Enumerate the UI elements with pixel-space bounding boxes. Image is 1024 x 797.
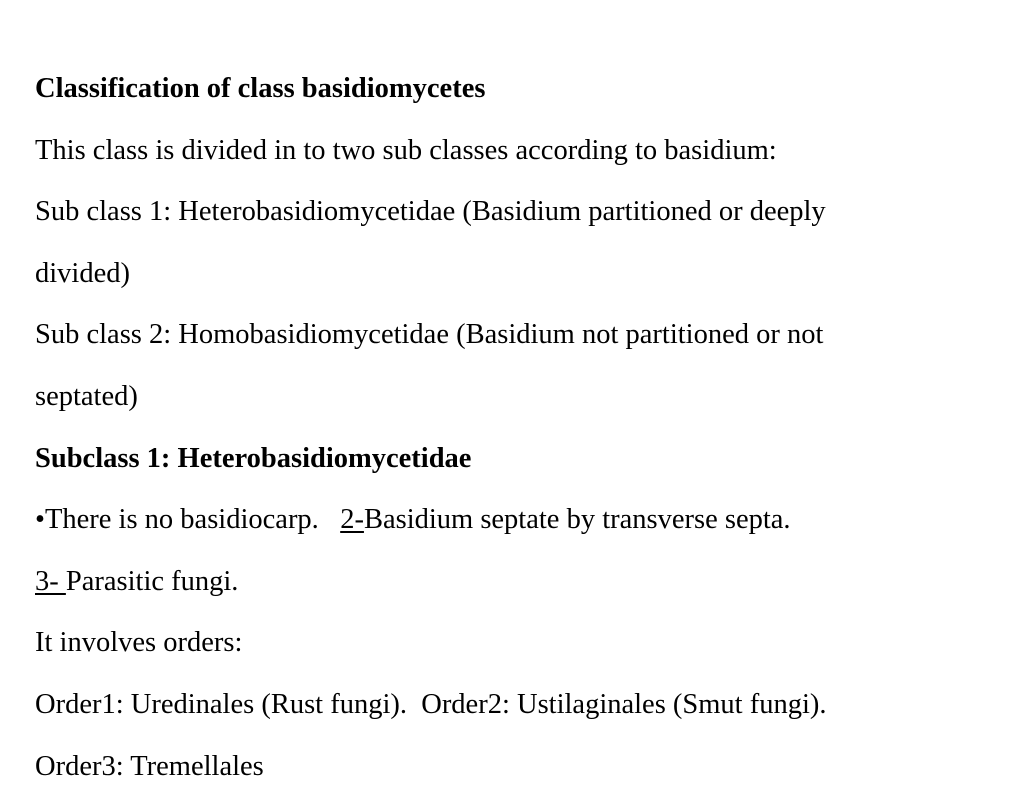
- item-3-text: Parasitic fungi.: [65, 565, 239, 597]
- subclass-1-description-continued: divided): [35, 257, 130, 289]
- intro-text: This class is divided in to two sub classes according to basidium:: [35, 134, 777, 166]
- orders-line-1: Order1: Uredinales (Rust fungi). Order2: Ustilaginales (Smut fungi).: [35, 688, 827, 720]
- bullet-text-2: Basidium septate by transverse septa.: [363, 504, 791, 536]
- item-number-2: 2-: [340, 504, 364, 536]
- bullet-text-1: •There is no basidiocarp.: [35, 504, 341, 536]
- slide-title: Classification of class basidiomycetes: [35, 73, 486, 104]
- item-3-line: [35, 551, 1010, 613]
- orders-line-2: Order3: Tremellales: [35, 750, 264, 782]
- subclass-2-description-continued: septated): [35, 380, 138, 412]
- slide-content: [35, 58, 1010, 797]
- subclass-1-description: Sub class 1: Heterobasidiomycetidae (Basidium partitioned or deeply: [35, 196, 826, 228]
- subclass-1-heading: Subclass 1: Heterobasidiomycetidae: [35, 442, 472, 474]
- orders-intro: It involves orders:: [35, 627, 243, 659]
- item-number-3: 3-: [35, 565, 66, 597]
- bullet-line: [35, 489, 1010, 551]
- subclass-2-description: Sub class 2: Homobasidiomycetidae (Basidium not partitioned or not: [35, 319, 824, 351]
